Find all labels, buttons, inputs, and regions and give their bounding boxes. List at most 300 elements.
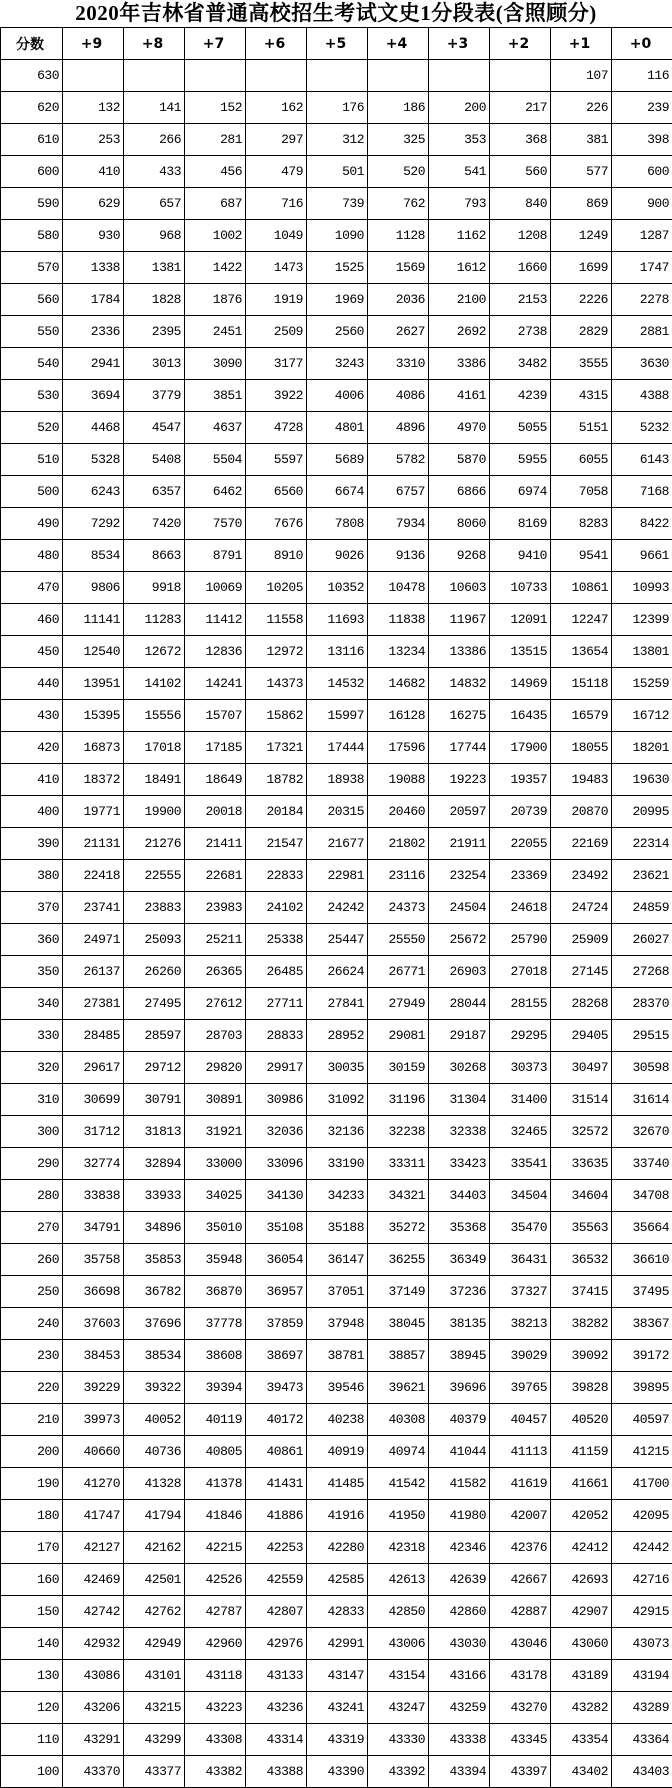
cumulative-count-cell: 42526 — [185, 1564, 246, 1596]
cumulative-count-cell: 43289 — [612, 1692, 672, 1724]
cumulative-count-cell: 7676 — [246, 508, 307, 540]
table-row — [1, 380, 672, 412]
cumulative-count-cell: 9541 — [551, 540, 612, 572]
cumulative-count-cell: 33635 — [551, 1148, 612, 1180]
cumulative-count-cell: 4970 — [429, 412, 490, 444]
cumulative-count-cell: 456 — [185, 156, 246, 188]
cumulative-count-cell: 6357 — [124, 476, 185, 508]
cumulative-count-cell: 31514 — [551, 1084, 612, 1116]
cumulative-count-cell: 5504 — [185, 444, 246, 476]
table-row — [1, 956, 672, 988]
cumulative-count-cell: 4161 — [429, 380, 490, 412]
cumulative-count-cell: 41542 — [368, 1468, 429, 1500]
cumulative-count-cell: 1381 — [124, 252, 185, 284]
cumulative-count-cell: 7808 — [307, 508, 368, 540]
cumulative-count-cell: 38045 — [368, 1308, 429, 1340]
cumulative-count-cell: 42442 — [612, 1532, 672, 1564]
cumulative-count-cell: 2560 — [307, 316, 368, 348]
cumulative-count-cell: 42469 — [63, 1564, 124, 1596]
score-cell: 370 — [1, 892, 63, 924]
cumulative-count-cell: 38367 — [612, 1308, 672, 1340]
score-cell: 400 — [1, 796, 63, 828]
cumulative-count-cell: 325 — [368, 124, 429, 156]
cumulative-count-cell: 41950 — [368, 1500, 429, 1532]
cumulative-count-cell: 40861 — [246, 1436, 307, 1468]
cumulative-count-cell: 19223 — [429, 764, 490, 796]
cumulative-count-cell — [185, 60, 246, 92]
cumulative-count-cell: 6560 — [246, 476, 307, 508]
cumulative-count-cell: 6462 — [185, 476, 246, 508]
cumulative-count-cell: 36957 — [246, 1276, 307, 1308]
cumulative-count-cell: 35108 — [246, 1212, 307, 1244]
cumulative-count-cell: 15118 — [551, 668, 612, 700]
cumulative-count-cell: 28833 — [246, 1020, 307, 1052]
cumulative-count-cell: 107 — [551, 60, 612, 92]
cumulative-count-cell: 32465 — [490, 1116, 551, 1148]
cumulative-count-cell: 37236 — [429, 1276, 490, 1308]
table-row — [1, 1020, 672, 1052]
cumulative-count-cell: 16128 — [368, 700, 429, 732]
cumulative-count-cell: 37696 — [124, 1308, 185, 1340]
cumulative-count-cell: 41916 — [307, 1500, 368, 1532]
cumulative-count-cell: 33933 — [124, 1180, 185, 1212]
cumulative-count-cell: 21677 — [307, 828, 368, 860]
cumulative-count-cell: 162 — [246, 92, 307, 124]
cumulative-count-cell: 42991 — [307, 1628, 368, 1660]
cumulative-count-cell: 29712 — [124, 1052, 185, 1084]
cumulative-count-cell: 4468 — [63, 412, 124, 444]
cumulative-count-cell: 42501 — [124, 1564, 185, 1596]
cumulative-count-cell: 7292 — [63, 508, 124, 540]
score-cell: 580 — [1, 220, 63, 252]
cumulative-count-cell: 18372 — [63, 764, 124, 796]
cumulative-count-cell: 2881 — [612, 316, 672, 348]
cumulative-count-cell: 43282 — [551, 1692, 612, 1724]
cumulative-count-cell: 36610 — [612, 1244, 672, 1276]
cumulative-count-cell: 39394 — [185, 1372, 246, 1404]
cumulative-count-cell: 217 — [490, 92, 551, 124]
cumulative-count-cell: 4801 — [307, 412, 368, 444]
cumulative-count-cell: 14682 — [368, 668, 429, 700]
cumulative-count-cell: 41886 — [246, 1500, 307, 1532]
score-cell: 240 — [1, 1308, 63, 1340]
cumulative-count-cell: 25550 — [368, 924, 429, 956]
cumulative-count-cell: 17018 — [124, 732, 185, 764]
cumulative-count-cell: 5870 — [429, 444, 490, 476]
cumulative-count-cell: 2627 — [368, 316, 429, 348]
cumulative-count-cell: 353 — [429, 124, 490, 156]
cumulative-count-cell: 1828 — [124, 284, 185, 316]
cumulative-count-cell: 40660 — [63, 1436, 124, 1468]
score-cell: 560 — [1, 284, 63, 316]
table-row — [1, 1756, 672, 1788]
cumulative-count-cell: 29617 — [63, 1052, 124, 1084]
cumulative-count-cell: 43345 — [490, 1724, 551, 1756]
cumulative-count-cell: 14102 — [124, 668, 185, 700]
cumulative-count-cell: 35272 — [368, 1212, 429, 1244]
table-row — [1, 1372, 672, 1404]
cumulative-count-cell: 9136 — [368, 540, 429, 572]
cumulative-count-cell: 27495 — [124, 988, 185, 1020]
score-cell: 500 — [1, 476, 63, 508]
score-cell: 630 — [1, 60, 63, 92]
cumulative-count-cell: 1969 — [307, 284, 368, 316]
score-cell: 520 — [1, 412, 63, 444]
cumulative-count-cell: 13234 — [368, 636, 429, 668]
cumulative-count-cell: 26771 — [368, 956, 429, 988]
cumulative-count-cell: 40308 — [368, 1404, 429, 1436]
cumulative-count-cell: 25338 — [246, 924, 307, 956]
cumulative-count-cell: 34604 — [551, 1180, 612, 1212]
cumulative-count-cell: 42887 — [490, 1596, 551, 1628]
column-header-offset: +8 — [124, 28, 185, 60]
cumulative-count-cell: 43402 — [551, 1756, 612, 1788]
cumulative-count-cell: 35853 — [124, 1244, 185, 1276]
cumulative-count-cell: 31712 — [63, 1116, 124, 1148]
score-cell: 210 — [1, 1404, 63, 1436]
table-row — [1, 1660, 672, 1692]
cumulative-count-cell: 11558 — [246, 604, 307, 636]
score-cell: 170 — [1, 1532, 63, 1564]
cumulative-count-cell: 37149 — [368, 1276, 429, 1308]
cumulative-count-cell: 11141 — [63, 604, 124, 636]
cumulative-count-cell: 4006 — [307, 380, 368, 412]
cumulative-count-cell: 42667 — [490, 1564, 551, 1596]
cumulative-count-cell: 22055 — [490, 828, 551, 860]
cumulative-count-cell: 2036 — [368, 284, 429, 316]
cumulative-count-cell: 18938 — [307, 764, 368, 796]
score-cell: 350 — [1, 956, 63, 988]
cumulative-count-cell: 36054 — [246, 1244, 307, 1276]
cumulative-count-cell: 18491 — [124, 764, 185, 796]
cumulative-count-cell: 17900 — [490, 732, 551, 764]
cumulative-count-cell: 43223 — [185, 1692, 246, 1724]
score-cell: 110 — [1, 1724, 63, 1756]
cumulative-count-cell: 43299 — [124, 1724, 185, 1756]
table-row — [1, 1212, 672, 1244]
cumulative-count-cell: 20460 — [368, 796, 429, 828]
cumulative-count-cell: 381 — [551, 124, 612, 156]
cumulative-count-cell: 15862 — [246, 700, 307, 732]
cumulative-count-cell: 40974 — [368, 1436, 429, 1468]
cumulative-count-cell: 21547 — [246, 828, 307, 860]
table-row — [1, 860, 672, 892]
cumulative-count-cell: 40379 — [429, 1404, 490, 1436]
cumulative-count-cell: 27381 — [63, 988, 124, 1020]
cumulative-count-cell: 26485 — [246, 956, 307, 988]
cumulative-count-cell: 25093 — [124, 924, 185, 956]
cumulative-count-cell: 34791 — [63, 1212, 124, 1244]
table-row — [1, 508, 672, 540]
cumulative-count-cell: 20184 — [246, 796, 307, 828]
cumulative-count-cell: 39765 — [490, 1372, 551, 1404]
cumulative-count-cell: 14373 — [246, 668, 307, 700]
cumulative-count-cell: 43270 — [490, 1692, 551, 1724]
cumulative-count-cell: 42693 — [551, 1564, 612, 1596]
cumulative-count-cell: 25790 — [490, 924, 551, 956]
cumulative-count-cell: 32572 — [551, 1116, 612, 1148]
table-row — [1, 1148, 672, 1180]
cumulative-count-cell: 24373 — [368, 892, 429, 924]
cumulative-count-cell: 35188 — [307, 1212, 368, 1244]
cumulative-count-cell: 42052 — [551, 1500, 612, 1532]
table-row — [1, 1500, 672, 1532]
cumulative-count-cell: 410 — [63, 156, 124, 188]
cumulative-count-cell: 629 — [63, 188, 124, 220]
cumulative-count-cell: 27145 — [551, 956, 612, 988]
cumulative-count-cell: 42095 — [612, 1500, 672, 1532]
score-cell: 270 — [1, 1212, 63, 1244]
cumulative-count-cell: 41794 — [124, 1500, 185, 1532]
cumulative-count-cell: 22169 — [551, 828, 612, 860]
cumulative-count-cell: 6243 — [63, 476, 124, 508]
cumulative-count-cell: 19483 — [551, 764, 612, 796]
cumulative-count-cell: 10603 — [429, 572, 490, 604]
cumulative-count-cell: 38945 — [429, 1340, 490, 1372]
header-row — [1, 28, 672, 60]
cumulative-count-cell: 13654 — [551, 636, 612, 668]
cumulative-count-cell: 13386 — [429, 636, 490, 668]
cumulative-count-cell: 793 — [429, 188, 490, 220]
cumulative-count-cell: 41582 — [429, 1468, 490, 1500]
cumulative-count-cell: 34321 — [368, 1180, 429, 1212]
score-cell: 360 — [1, 924, 63, 956]
cumulative-count-cell: 10478 — [368, 572, 429, 604]
cumulative-count-cell: 1612 — [429, 252, 490, 284]
score-cell: 450 — [1, 636, 63, 668]
table-row — [1, 1244, 672, 1276]
cumulative-count-cell: 2278 — [612, 284, 672, 316]
score-cell: 620 — [1, 92, 63, 124]
cumulative-count-cell: 27268 — [612, 956, 672, 988]
cumulative-count-cell: 43236 — [246, 1692, 307, 1724]
cumulative-count-cell: 520 — [368, 156, 429, 188]
column-header-score: 分数 — [1, 28, 63, 60]
cumulative-count-cell: 26624 — [307, 956, 368, 988]
cumulative-count-cell: 32036 — [246, 1116, 307, 1148]
score-cell: 590 — [1, 188, 63, 220]
cumulative-count-cell: 33423 — [429, 1148, 490, 1180]
cumulative-count-cell: 5597 — [246, 444, 307, 476]
cumulative-count-cell: 38857 — [368, 1340, 429, 1372]
cumulative-count-cell: 34130 — [246, 1180, 307, 1212]
cumulative-count-cell: 31092 — [307, 1084, 368, 1116]
cumulative-count-cell: 41846 — [185, 1500, 246, 1532]
cumulative-count-cell: 36782 — [124, 1276, 185, 1308]
cumulative-count-cell: 29917 — [246, 1052, 307, 1084]
table-row — [1, 1724, 672, 1756]
cumulative-count-cell: 33000 — [185, 1148, 246, 1180]
table-row — [1, 988, 672, 1020]
cumulative-count-cell: 36532 — [551, 1244, 612, 1276]
cumulative-count-cell: 16435 — [490, 700, 551, 732]
cumulative-count-cell: 28597 — [124, 1020, 185, 1052]
cumulative-count-cell: 37327 — [490, 1276, 551, 1308]
cumulative-count-cell: 5055 — [490, 412, 551, 444]
cumulative-count-cell: 7934 — [368, 508, 429, 540]
cumulative-count-cell: 42932 — [63, 1628, 124, 1660]
cumulative-count-cell: 3177 — [246, 348, 307, 380]
cumulative-count-cell: 11412 — [185, 604, 246, 636]
cumulative-count-cell: 29515 — [612, 1020, 672, 1052]
cumulative-count-cell: 37603 — [63, 1308, 124, 1340]
cumulative-count-cell: 43154 — [368, 1660, 429, 1692]
cumulative-count-cell: 25672 — [429, 924, 490, 956]
table-row — [1, 1084, 672, 1116]
score-cell: 140 — [1, 1628, 63, 1660]
cumulative-count-cell: 2100 — [429, 284, 490, 316]
table-row — [1, 188, 672, 220]
cumulative-count-cell: 40736 — [124, 1436, 185, 1468]
cumulative-count-cell: 8910 — [246, 540, 307, 572]
cumulative-count-cell: 42949 — [124, 1628, 185, 1660]
cumulative-count-cell: 39029 — [490, 1340, 551, 1372]
cumulative-count-cell: 12972 — [246, 636, 307, 668]
cumulative-count-cell: 433 — [124, 156, 185, 188]
table-body — [1, 60, 672, 1788]
cumulative-count-cell: 18649 — [185, 764, 246, 796]
cumulative-count-cell — [63, 60, 124, 92]
cumulative-count-cell: 38781 — [307, 1340, 368, 1372]
cumulative-count-cell: 42127 — [63, 1532, 124, 1564]
cumulative-count-cell: 17321 — [246, 732, 307, 764]
cumulative-count-cell: 43118 — [185, 1660, 246, 1692]
cumulative-count-cell: 560 — [490, 156, 551, 188]
cumulative-count-cell: 21276 — [124, 828, 185, 860]
cumulative-count-cell: 186 — [368, 92, 429, 124]
cumulative-count-cell: 22555 — [124, 860, 185, 892]
score-cell: 470 — [1, 572, 63, 604]
cumulative-count-cell: 17185 — [185, 732, 246, 764]
cumulative-count-cell: 226 — [551, 92, 612, 124]
cumulative-count-cell: 26903 — [429, 956, 490, 988]
cumulative-count-cell: 541 — [429, 156, 490, 188]
cumulative-count-cell: 41661 — [551, 1468, 612, 1500]
table-row — [1, 252, 672, 284]
score-cell: 290 — [1, 1148, 63, 1180]
cumulative-count-cell: 116 — [612, 60, 672, 92]
score-cell: 550 — [1, 316, 63, 348]
cumulative-count-cell: 2395 — [124, 316, 185, 348]
column-header-offset: +6 — [246, 28, 307, 60]
cumulative-count-cell: 43178 — [490, 1660, 551, 1692]
cumulative-count-cell: 33190 — [307, 1148, 368, 1180]
cumulative-count-cell: 42162 — [124, 1532, 185, 1564]
cumulative-count-cell: 43030 — [429, 1628, 490, 1660]
cumulative-count-cell: 4728 — [246, 412, 307, 444]
cumulative-count-cell: 33541 — [490, 1148, 551, 1180]
cumulative-count-cell: 19357 — [490, 764, 551, 796]
cumulative-count-cell: 40457 — [490, 1404, 551, 1436]
cumulative-count-cell: 716 — [246, 188, 307, 220]
cumulative-count-cell: 34896 — [124, 1212, 185, 1244]
cumulative-count-cell: 33838 — [63, 1180, 124, 1212]
cumulative-count-cell: 19900 — [124, 796, 185, 828]
score-cell: 220 — [1, 1372, 63, 1404]
cumulative-count-cell: 24102 — [246, 892, 307, 924]
cumulative-count-cell: 34233 — [307, 1180, 368, 1212]
cumulative-count-cell: 30986 — [246, 1084, 307, 1116]
cumulative-count-cell: 38282 — [551, 1308, 612, 1340]
cumulative-count-cell: 38135 — [429, 1308, 490, 1340]
cumulative-count-cell: 19630 — [612, 764, 672, 796]
cumulative-count-cell: 39973 — [63, 1404, 124, 1436]
score-cell: 570 — [1, 252, 63, 284]
cumulative-count-cell: 42860 — [429, 1596, 490, 1628]
cumulative-count-cell: 3386 — [429, 348, 490, 380]
cumulative-count-cell: 42215 — [185, 1532, 246, 1564]
table-row — [1, 1308, 672, 1340]
cumulative-count-cell: 39546 — [307, 1372, 368, 1404]
cumulative-count-cell: 20315 — [307, 796, 368, 828]
cumulative-count-cell: 37415 — [551, 1276, 612, 1308]
cumulative-count-cell: 7058 — [551, 476, 612, 508]
cumulative-count-cell: 4086 — [368, 380, 429, 412]
cumulative-count-cell: 35010 — [185, 1212, 246, 1244]
table-row — [1, 284, 672, 316]
cumulative-count-cell: 12836 — [185, 636, 246, 668]
cumulative-count-cell: 28703 — [185, 1020, 246, 1052]
cumulative-count-cell: 28268 — [551, 988, 612, 1020]
cumulative-count-cell: 25447 — [307, 924, 368, 956]
cumulative-count-cell: 3630 — [612, 348, 672, 380]
cumulative-count-cell: 41270 — [63, 1468, 124, 1500]
cumulative-count-cell: 42907 — [551, 1596, 612, 1628]
cumulative-count-cell: 1747 — [612, 252, 672, 284]
cumulative-count-cell: 35470 — [490, 1212, 551, 1244]
cumulative-count-cell: 8422 — [612, 508, 672, 540]
cumulative-count-cell: 36870 — [185, 1276, 246, 1308]
cumulative-count-cell: 38453 — [63, 1340, 124, 1372]
cumulative-count-cell: 312 — [307, 124, 368, 156]
cumulative-count-cell: 32238 — [368, 1116, 429, 1148]
cumulative-count-cell: 15395 — [63, 700, 124, 732]
cumulative-count-cell: 11838 — [368, 604, 429, 636]
cumulative-count-cell: 39092 — [551, 1340, 612, 1372]
cumulative-count-cell: 41619 — [490, 1468, 551, 1500]
score-cell: 160 — [1, 1564, 63, 1596]
table-row — [1, 668, 672, 700]
table-row — [1, 1276, 672, 1308]
cumulative-count-cell: 43354 — [551, 1724, 612, 1756]
cumulative-count-cell: 840 — [490, 188, 551, 220]
cumulative-count-cell: 38697 — [246, 1340, 307, 1372]
cumulative-count-cell: 42833 — [307, 1596, 368, 1628]
cumulative-count-cell: 8791 — [185, 540, 246, 572]
cumulative-count-cell: 11693 — [307, 604, 368, 636]
cumulative-count-cell: 36349 — [429, 1244, 490, 1276]
cumulative-count-cell: 4315 — [551, 380, 612, 412]
page-title: 2020年吉林省普通高校招生考试文史1分段表(含照顾分) — [0, 0, 672, 27]
cumulative-count-cell: 4547 — [124, 412, 185, 444]
cumulative-count-cell: 1249 — [551, 220, 612, 252]
column-header-offset: +2 — [490, 28, 551, 60]
table-row — [1, 604, 672, 636]
cumulative-count-cell: 17596 — [368, 732, 429, 764]
cumulative-count-cell: 43101 — [124, 1660, 185, 1692]
cumulative-count-cell: 27841 — [307, 988, 368, 1020]
cumulative-count-cell: 24859 — [612, 892, 672, 924]
score-cell: 490 — [1, 508, 63, 540]
cumulative-count-cell: 18055 — [551, 732, 612, 764]
cumulative-count-cell: 9806 — [63, 572, 124, 604]
table-row — [1, 412, 672, 444]
table-row — [1, 92, 672, 124]
cumulative-count-cell: 30035 — [307, 1052, 368, 1084]
cumulative-count-cell: 41980 — [429, 1500, 490, 1532]
cumulative-count-cell: 10205 — [246, 572, 307, 604]
cumulative-count-cell: 40597 — [612, 1404, 672, 1436]
